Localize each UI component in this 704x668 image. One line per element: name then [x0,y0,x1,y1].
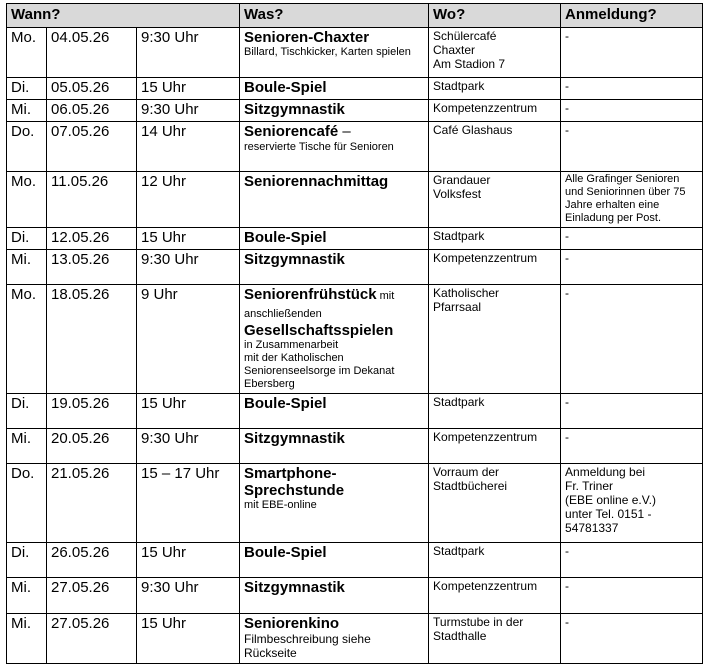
row-date: 07.05.26 [47,122,137,172]
header-anmeldung: Anmeldung? [561,4,703,28]
event-title: Boule-Spiel [244,395,327,412]
row-time: 9:30 Uhr [137,429,240,464]
row-registration: - [561,122,703,172]
event-title: Seniorenkino [244,615,340,632]
row-date: 06.05.26 [47,100,137,122]
row-date: 26.05.26 [47,543,137,578]
event-description: Billard, Tischkicker, Karten spielen [244,46,411,58]
row-registration: - [561,28,703,78]
row-time: 14 Uhr [137,122,240,172]
row-registration: - [561,394,703,429]
row-registration: Anmeldung bei Fr. Triner (EBE online e.V.) unter Tel. 0151 - 54781337 [561,464,703,543]
event-title: Smartphone- Sprechstunde [244,465,345,499]
row-date: 18.05.26 [47,285,137,394]
row-registration: - [561,228,703,250]
row-event [240,464,429,543]
row-location: Stadtpark [429,394,561,429]
row-registration: Alle Grafinger Senioren und Seniorinnen über 75 Jahre erhalten eine Einladung per Post. [561,172,703,228]
table-row [7,429,703,464]
row-day: Do. [7,464,47,543]
row-time: 9 Uhr [137,285,240,394]
row-location: Grandauer Volksfest [429,172,561,228]
event-title: Boule-Spiel [244,79,327,96]
row-time: 9:30 Uhr [137,578,240,614]
row-date: 27.05.26 [47,578,137,614]
event-title: Sitzgymnastik [244,101,345,118]
event-title-inline: mit anschließenden [244,290,395,320]
table-row [7,250,703,285]
event-title: Seniorencafé [244,123,339,140]
row-time: 12 Uhr [137,172,240,228]
row-location: Kompetenzzentrum [429,250,561,285]
row-location: Stadtpark [429,228,561,250]
row-time: 9:30 Uhr [137,250,240,285]
row-event [240,78,429,100]
row-time: 9:30 Uhr [137,28,240,78]
table-row [7,614,703,664]
table-row [7,578,703,614]
row-time: 15 Uhr [137,78,240,100]
row-registration: - [561,100,703,122]
event-title: Sitzgymnastik [244,579,345,596]
row-registration: - [561,429,703,464]
row-location: Stadtpark [429,78,561,100]
header-wo: Wo? [429,4,561,28]
row-date: 05.05.26 [47,78,137,100]
row-day: Di. [7,78,47,100]
table-row [7,28,703,78]
event-title-second: Gesellschaftsspielen [244,322,394,339]
event-title: Senioren-Chaxter [244,29,370,46]
row-location: Turmstube in der Stadthalle [429,614,561,664]
row-event [240,543,429,578]
table-row [7,285,703,394]
event-title: Boule-Spiel [244,229,327,246]
event-description: in Zusammenarbeit mit der Katholischen Seniorenseelsorge im Dekanat Ebersberg [244,339,395,390]
row-event [240,228,429,250]
table-row [7,464,703,543]
row-location: Café Glashaus [429,122,561,172]
row-day: Mi. [7,614,47,664]
row-location: Vorraum der Stadtbücherei [429,464,561,543]
row-day: Mo. [7,28,47,78]
row-event [240,122,429,172]
row-event [240,578,429,614]
row-location: Katholischer Pfarrsaal [429,285,561,394]
event-title: Boule-Spiel [244,544,327,561]
row-location: Kompetenzzentrum [429,100,561,122]
row-time: 15 – 17 Uhr [137,464,240,543]
header-was: Was? [240,4,429,28]
event-title-suffix: – [338,123,351,140]
table-row [7,172,703,228]
row-day: Mi. [7,250,47,285]
row-event [240,394,429,429]
event-description: reservierte Tische für Senioren [244,141,394,153]
row-time: 9:30 Uhr [137,100,240,122]
row-registration: - [561,578,703,614]
row-registration: - [561,543,703,578]
row-time: 15 Uhr [137,228,240,250]
row-location: Stadtpark [429,543,561,578]
row-date: 04.05.26 [47,28,137,78]
row-day: Do. [7,122,47,172]
schedule-table [6,3,703,664]
row-date: 13.05.26 [47,250,137,285]
event-description: Filmbeschreibung siehe Rückseite [244,632,371,660]
table-row [7,78,703,100]
event-title: Sitzgymnastik [244,430,345,447]
header-wann: Wann? [7,4,240,28]
row-event [240,172,429,228]
event-title: Seniorennachmittag [244,173,389,190]
table-row [7,122,703,172]
event-title: Seniorenfrühstück [244,286,377,303]
row-date: 12.05.26 [47,228,137,250]
row-date: 11.05.26 [47,172,137,228]
row-time: 15 Uhr [137,614,240,664]
table-row [7,100,703,122]
row-day: Mi. [7,100,47,122]
row-event [240,614,429,664]
table-row [7,543,703,578]
row-day: Mo. [7,285,47,394]
row-event [240,100,429,122]
row-time: 15 Uhr [137,394,240,429]
table-row [7,394,703,429]
row-date: 19.05.26 [47,394,137,429]
row-date: 20.05.26 [47,429,137,464]
row-day: Di. [7,394,47,429]
row-time: 15 Uhr [137,543,240,578]
row-location: Schülercafé Chaxter Am Stadion 7 [429,28,561,78]
row-day: Mi. [7,429,47,464]
row-event [240,28,429,78]
table-row [7,228,703,250]
event-title: Sitzgymnastik [244,251,345,268]
event-description: mit EBE-online [244,499,317,511]
row-registration: - [561,78,703,100]
row-event [240,250,429,285]
row-registration: - [561,285,703,394]
row-registration: - [561,250,703,285]
row-location: Kompetenzzentrum [429,578,561,614]
row-location: Kompetenzzentrum [429,429,561,464]
row-day: Di. [7,543,47,578]
header-row [7,4,703,28]
row-event [240,285,429,394]
row-day: Mo. [7,172,47,228]
row-registration: - [561,614,703,664]
row-date: 27.05.26 [47,614,137,664]
row-day: Di. [7,228,47,250]
row-day: Mi. [7,578,47,614]
row-event [240,429,429,464]
row-date: 21.05.26 [47,464,137,543]
